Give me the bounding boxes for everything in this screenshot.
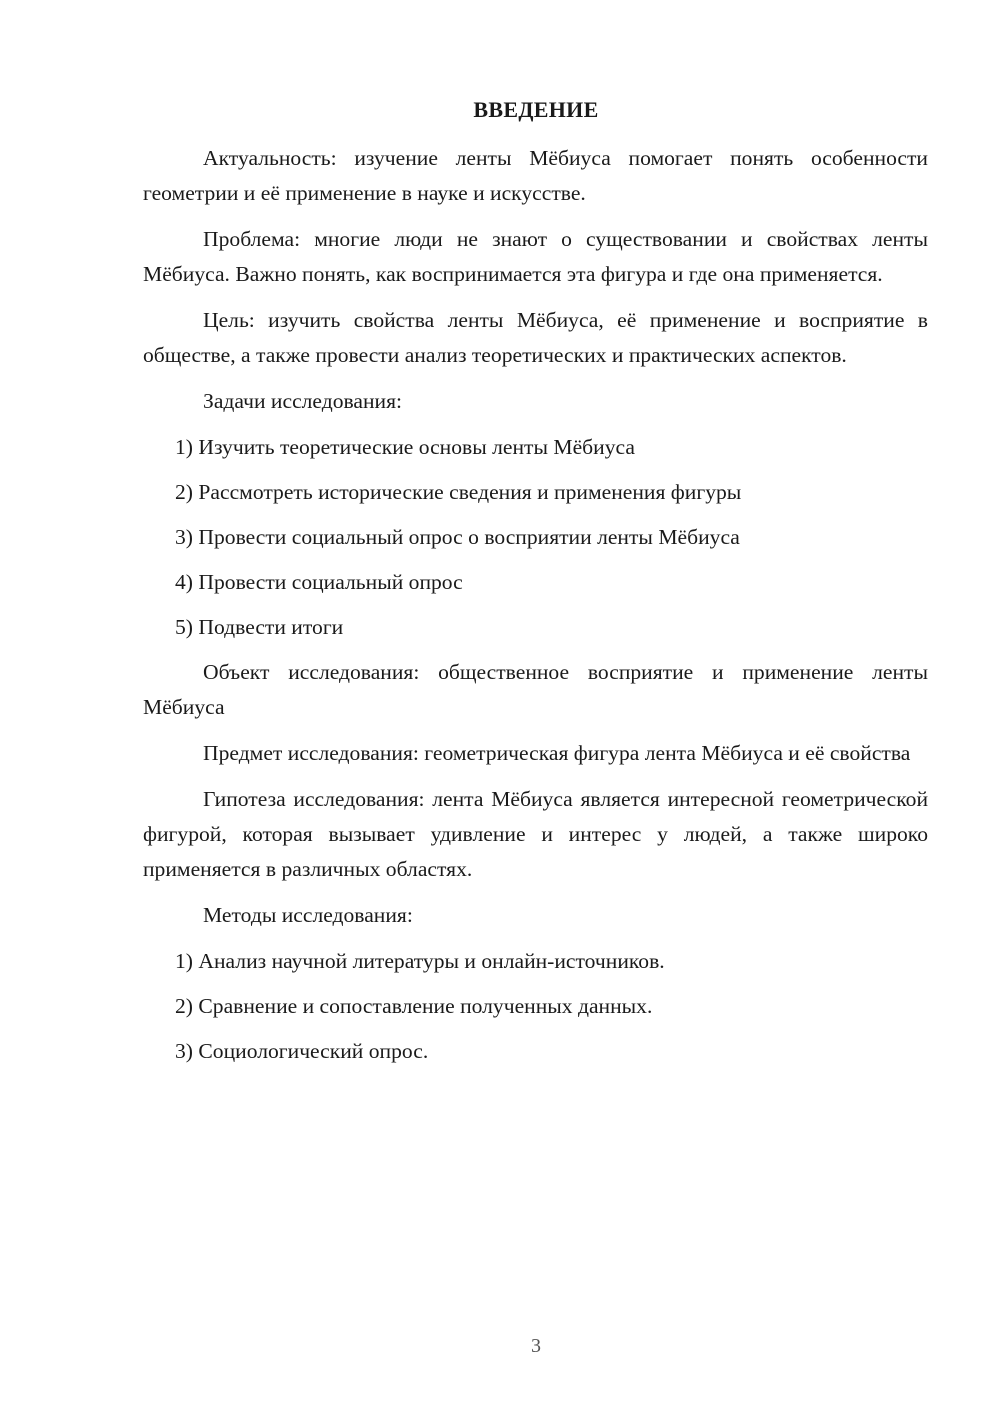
list-item: 5) Подвести итоги [175, 615, 344, 639]
list-item: 3) Социологический опрос. [175, 1039, 429, 1063]
paragraph-goal: Цель: изучить свойства ленты Мёбиуса, её применение и восприятие в обществе, а также провести анализ теоретических и практических аспектов. [143, 308, 928, 367]
list-item: 3) Провести социальный опрос о восприятии ленты Мёбиуса [175, 525, 740, 549]
section-title: ВВЕДЕНИЕ [473, 97, 599, 122]
paragraph-relevance: Актуальность: изучение ленты Мёбиуса помогает понять особенности геометрии и её применение в науке и искусстве. [143, 146, 928, 205]
list-item: 4) Провести социальный опрос [175, 570, 463, 594]
list-item: 1) Изучить теоретические основы ленты Мёбиуса [175, 435, 635, 459]
list-item: 2) Сравнение и сопоставление полученных данных. [175, 994, 653, 1018]
tasks-heading: Задачи исследования: [203, 389, 403, 413]
list-item: 1) Анализ научной литературы и онлайн-источников. [175, 949, 665, 973]
page-number: 3 [531, 1335, 541, 1357]
paragraph-problem: Проблема: многие люди не знают о существовании и свойствах ленты Мёбиуса. Важно понять, как воспринимается эта фигура и где она применяется. [143, 227, 928, 286]
document-body [143, 141, 928, 1079]
paragraph-hypothesis: Гипотеза исследования: лента Мёбиуса является интересной геометрической фигурой, которая вызывает удивление и интерес у людей, а также широко применяется в различных областях. [143, 787, 928, 881]
methods-heading: Методы исследования: [203, 903, 413, 927]
list-item: 2) Рассмотреть исторические сведения и применения фигуры [175, 480, 742, 504]
tasks-list [143, 430, 928, 645]
paragraph-object: Объект исследования: общественное восприятие и применение ленты Мёбиуса [143, 660, 928, 719]
paragraph-subject: Предмет исследования: геометрическая фигура лента Мёбиуса и её свойства [203, 741, 911, 765]
methods-list [143, 944, 928, 1069]
